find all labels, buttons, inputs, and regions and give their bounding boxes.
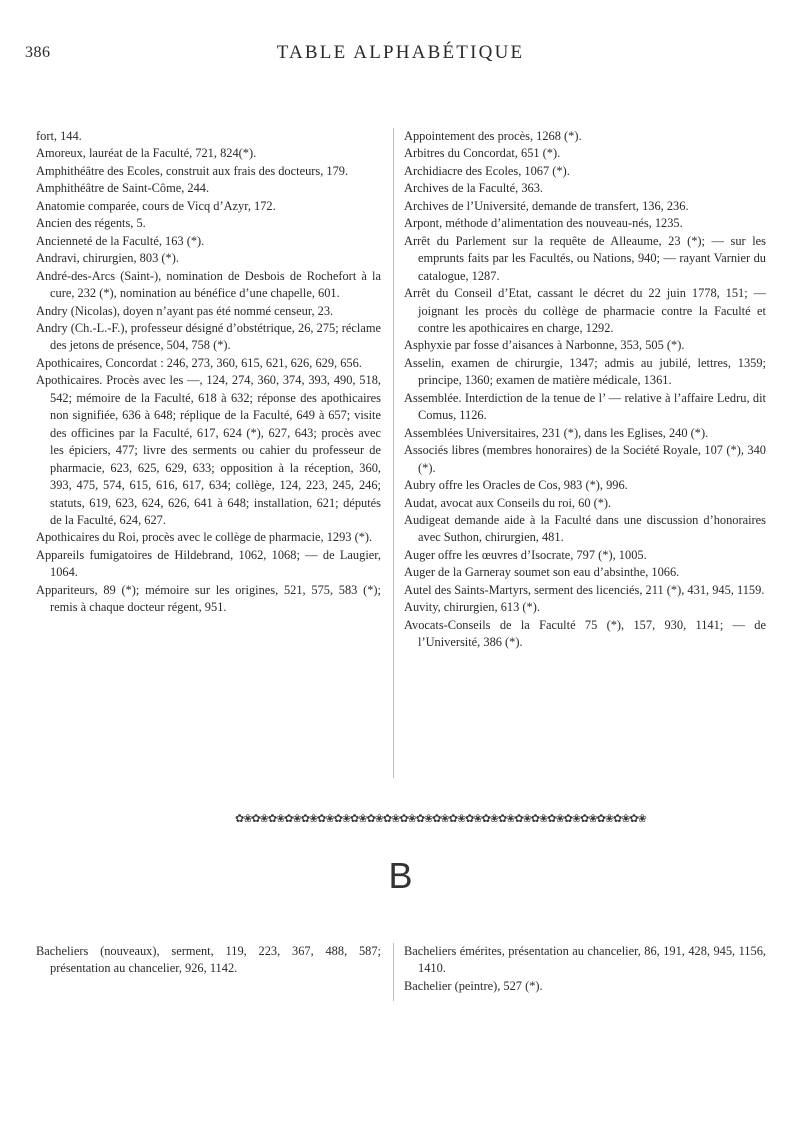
index-entry: Apothicaires, Concordat : 246, 273, 360, 615, 621, 626, 629, 656. (36, 355, 362, 370)
index-entry: Amphithéâtre des Ecoles, construit aux frais des docteurs, 179. (36, 163, 349, 178)
index-entry: Archidiacre des Ecoles, 1067 (*). (404, 163, 570, 178)
index-entry: Auger offre les œuvres d’Isocrate, 797 (*), 1005. (404, 547, 647, 562)
index-entry: Auvity, chirurgien, 613 (*). (404, 600, 540, 615)
index-entry: Assemblées Universitaires, 231 (*), dans les Eglises, 240 (*). (404, 425, 709, 440)
index-entry: Arbitres du Concordat, 651 (*). (404, 146, 561, 161)
column-divider-b (393, 943, 394, 1001)
index-entry: Apothicaires. Procès avec les —, 124, 274, 360, 374, 393, 490, 518, 542; mémoire de la Faculté, 618 à 632; réponse des apothicaires non signifiée, 636 à 648; réplique de la Faculté, 649 à 657; visite des officines par la Faculté, 617, 624 (*), 627, 643; procès avec les épiciers, 477; livre des serments ou cahier du professeur de pharmacie, 623, 625, 629, 633; opposition à la réception, 360, 393, 475, 574, 615, 616, 617, 634; collège, 124, 223, 245, 246; statuts, 619, 623, 624, 626, 641 à 648; installation, 621; députés de la Faculté, 624, 627. (36, 373, 381, 527)
index-entry: Associés libres (membres honoraires) de la Société Royale, 107 (*), 340 (*). (404, 443, 766, 475)
index-entry: Ancienneté de la Faculté, 163 (*). (36, 233, 205, 248)
index-column-left (36, 128, 381, 617)
index-entry: Archives de l’Université, demande de transfert, 136, 236. (404, 198, 689, 213)
index-entry: Arrêt du Parlement sur la requête de Alleaume, 23 (*); — sur les emprunts faits par les Facultés, ou Nations, 940; — rayant Varnier du catalogue, 1287. (404, 233, 766, 283)
index-entry: Archives de la Faculté, 363. (404, 181, 544, 196)
index-column-left-b (36, 943, 381, 978)
index-entry: Autel des Saints-Martyrs, serment des licenciés, 211 (*), 431, 945, 1159. (404, 582, 765, 597)
index-entry: Bachelier (peintre), 527 (*). (404, 978, 543, 993)
column-divider (393, 128, 394, 778)
running-title: TABLE ALPHABÉTIQUE (276, 42, 525, 63)
index-entry: Aubry offre les Oracles de Cos, 983 (*), 996. (404, 478, 628, 493)
index-entry: Appariteurs, 89 (*); mémoire sur les origines, 521, 575, 583 (*); remis à chaque docteur régent, 951. (36, 582, 381, 615)
index-entry: Anatomie comparée, cours de Vicq d’Azyr, 172. (36, 198, 276, 213)
index-entry: Amphithéâtre de Saint-Côme, 244. (36, 181, 210, 196)
index-entry: Audigeat demande aide à la Faculté dans une discussion d’honoraires avec Suthon, chirurgien, 481. (404, 512, 766, 545)
index-column-right-b (404, 943, 766, 995)
index-entry: Asselin, examen de chirurgie, 1347; admis au jubilé, lettres, 1359; principe, 1360; examen de matière médicale, 1361. (404, 355, 766, 388)
index-entry: Bacheliers (nouveaux), serment, 119, 223, 367, 488, 587; présentation au chancelier, 926, 1142. (36, 944, 381, 976)
page-number: 386 (25, 44, 51, 61)
index-entry: Avocats-Conseils de la Faculté 75 (*), 157, 930, 1141; — de l’Université, 386 (*). (404, 617, 766, 650)
index-entry: fort, 144. (36, 129, 82, 143)
index-entry: Bacheliers émérites, présentation au chancelier, 86, 191, 428, 945, 1156, 1410. (404, 944, 766, 976)
index-entry: Arrêt du Conseil d’Etat, cassant le décret du 22 juin 1778, 151; — joignant les procès du collège de pharmacie contre la Faculté et contre les apothicaires en charge, 1292. (404, 286, 766, 335)
index-entry: Apothicaires du Roi, procès avec le collège de pharmacie, 1293 (*). (36, 530, 373, 545)
index-entry: Assemblée. Interdiction de la tenue de l’ — relative à l’affaire Ledru, dit Comus, 1126. (404, 390, 766, 423)
index-entry: Appointement des procès, 1268 (*). (404, 129, 582, 143)
index-entry: Appareils fumigatoires de Hildebrand, 1062, 1068; — de Laugier, 1064. (36, 547, 381, 580)
section-letter: B (388, 855, 413, 896)
index-entry: Andravi, chirurgien, 803 (*). (36, 251, 179, 266)
ornamental-divider: ✿❀✿❀✿❀✿❀✿❀✿❀✿❀✿❀✿❀✿❀✿❀✿❀✿❀✿❀✿❀✿❀✿❀✿❀✿❀✿❀✿❀✿❀✿❀✿❀✿❀ (235, 812, 646, 825)
index-entry: André-des-Arcs (Saint-), nomination de Desbois de Rochefort à la cure, 232 (*), nomination au bénéfice d’une chapelle, 601. (36, 268, 381, 301)
index-entry: Arpont, méthode d’alimentation des nouveau-nés, 1235. (404, 216, 683, 231)
index-entry: Andry (Nicolas), doyen n’ayant pas été nommé censeur, 23. (36, 303, 334, 318)
index-entry: Asphyxie par fosse d’aisances à Narbonne, 353, 505 (*). (404, 338, 685, 353)
index-entry: Andry (Ch.-L.-F.), professeur désigné d’obstétrique, 26, 275; réclame des jetons de présence, 504, 758 (*). (36, 320, 381, 353)
index-column-right (404, 128, 766, 652)
index-entry: Amoreux, lauréat de la Faculté, 721, 824(*). (36, 146, 257, 161)
index-entry: Audat, avocat aux Conseils du roi, 60 (*). (404, 495, 612, 510)
index-entry: Ancien des régents, 5. (36, 216, 146, 231)
index-entry: Auger de la Garneray soumet son eau d’absinthe, 1066. (404, 565, 680, 580)
